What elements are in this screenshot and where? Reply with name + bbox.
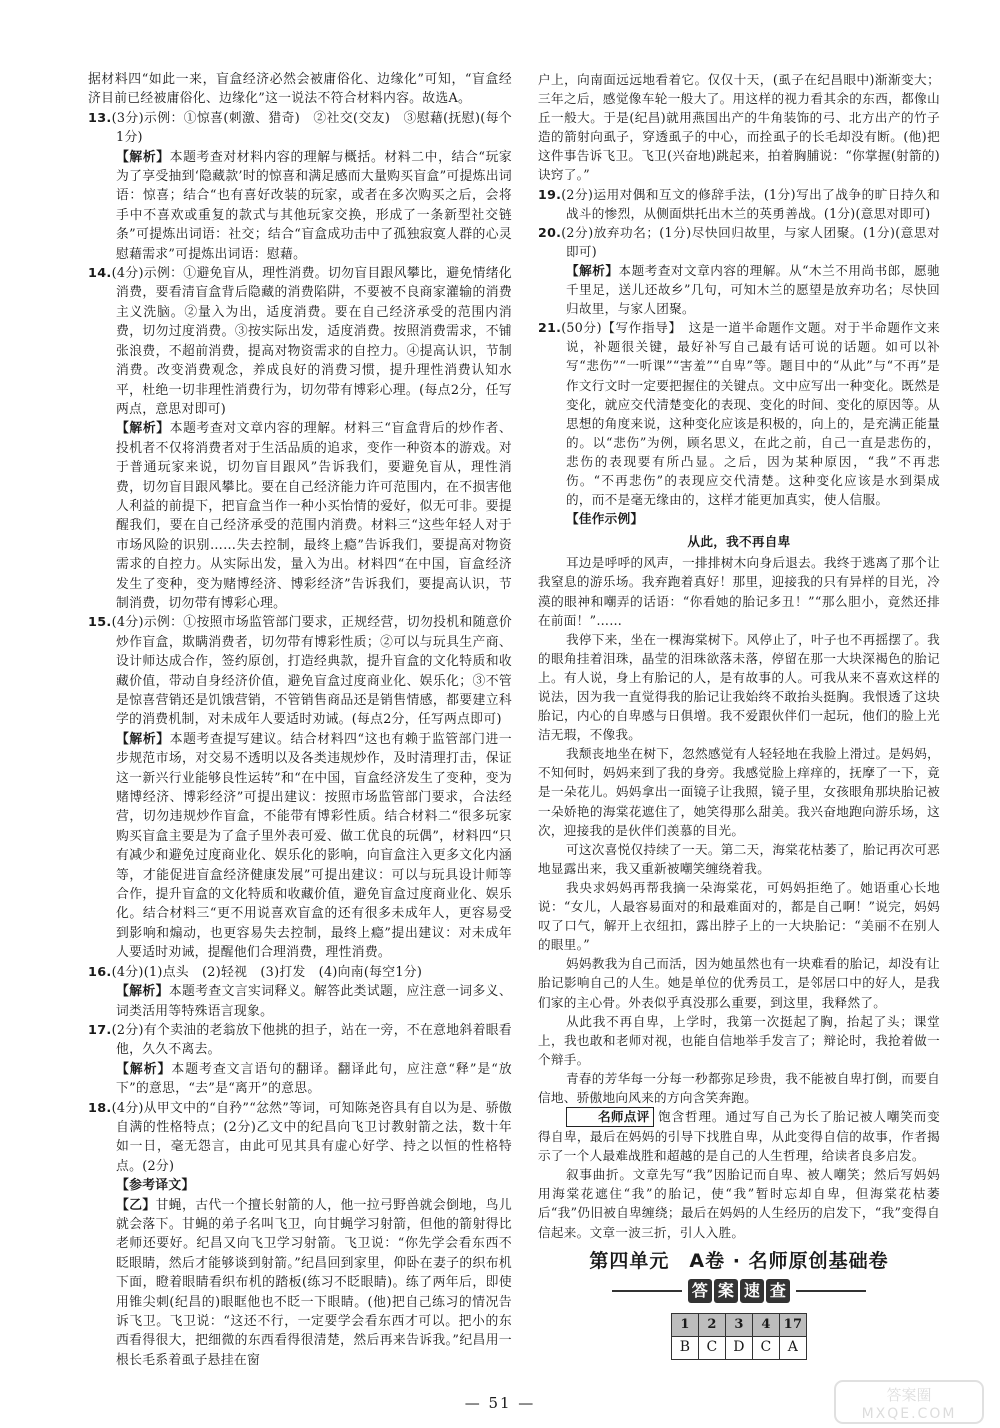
essay-title: 从此，我不再自卑 xyxy=(687,534,791,550)
analysis-tag: 【解析】 xyxy=(116,984,169,1000)
section-tag: 【佳作示例】 xyxy=(566,511,644,527)
analysis-text: 本题考查对材料内容的理解与概括。材料二中，结合“玩家为了享受抽到‘隐藏款’时的惊喜和满足感而大量购买盲盒”可提炼出词语：惊喜；结合“也有喜好改装的玩家，或者在多次购买之后，会将手中不喜欢或重复的款式与其他玩家交换，形成了一条新型社交链条”可提炼出词语：社交；结合“盲盒成功击中了孤独寂寞人群的心灵慰藉需求”可提炼出词语：慰藉。 xyxy=(116,149,513,262)
essay-paragraph: 我央求妈妈再帮我摘一朵海棠花，可妈妈拒绝了。她语重心长地说：“女儿，人最容易面对的和最难面对的，都是自己啊！”说完，妈妈叹了口气，解开上衣纽扣，露出脖子上的一大块胎记：“美丽不在别人的眼里。” xyxy=(538,879,940,953)
question-number: 14. xyxy=(88,266,112,282)
banner-left-rule xyxy=(612,1290,682,1292)
answer-table-header-row xyxy=(672,1313,807,1336)
banner-char: 查 xyxy=(766,1279,790,1303)
analysis-block xyxy=(88,419,512,613)
question-answer-text: (50分)【写作指导】 这是一道半命题作文题。对于半命题作文来说，补题很关键，最好补写自己最有话可说的话题。如可以补写“悲伤”“一听课”“害羞”“自卑”等。题目中的“从此”与“不再”是作文行文时一定要把握住的关键点。文中应写出一种变化。既然是变化，就应交代清楚变化的表现、变化的时间、变化的原因等。从思想的角度来说，这种变化应该是积极的，向上的，是充满正能量的。以“悲伤”为例，顾名思义，在此之前，自己一直是悲伤的，悲伤的表现要有所凸显。之后，因为某种原因，“我”不再悲伤。“不再悲伤”的表现应交代清楚。这种变化应该是水到渠成的，而不是毫无缘由的，这样才能更加真实，使人信服。 xyxy=(561,320,940,508)
page-number: — 51 — xyxy=(464,1394,536,1412)
answer-table-value-row xyxy=(672,1336,807,1359)
analysis-block xyxy=(88,982,512,1021)
banner-right-rule xyxy=(796,1290,866,1292)
question-answer-text: (2分)有个卖油的老翁放下他挑的担子，站在一旁，不在意地斜着眼看他，久久不离去。 xyxy=(111,1022,512,1058)
answer-table-header: 17 xyxy=(780,1313,807,1336)
answer-quick-check-banner xyxy=(538,1279,940,1303)
question-number: 19. xyxy=(538,186,562,202)
answer-table-cell: D xyxy=(726,1336,753,1359)
essay-paragraph: 耳边是呼呼的风声，一排排树木向身后退去。我终于逃离了那个让我窒息的游乐场。我弃跑着真好！那里，迎接我的只有异样的目光，冷漠的眼神和嘲弄的话语：“你看她的胎记多丑！”“那么胆小，竟然还排在前面！”…… xyxy=(538,555,940,628)
banner-label xyxy=(688,1279,790,1303)
question-number: 20. xyxy=(538,224,562,240)
banner-char: 答 xyxy=(688,1279,712,1303)
question-answer xyxy=(88,264,512,419)
analysis-block xyxy=(538,261,940,318)
analysis-tag: 【解析】 xyxy=(116,421,170,437)
question-answer xyxy=(88,1021,512,1060)
analysis-text: 本题考查文言实词释义。解答此类试题，应注意一词多义、词类活用等特殊语言现象。 xyxy=(116,984,512,1019)
essay-paragraph: 妈妈教我为自己而活，因为她虽然也有一块难看的胎记，却没有让胎记影响自己的人生。她是单位的优秀员工，是邻居口中的好人，是我们家的主心骨。外表似乎真没那么重要，到这里，我释然了。 xyxy=(538,956,940,1010)
question-number: 16. xyxy=(88,964,112,980)
question-number: 17. xyxy=(88,1022,112,1038)
banner-char: 案 xyxy=(714,1279,738,1303)
answer-table-cell: B xyxy=(672,1336,699,1359)
teacher-comment-tag: 名师点评 xyxy=(566,1107,654,1127)
text-paragraph: 据材料四“如此一来，盲盒经济必然会被庸俗化、边缘化”可知，“盲盒经济目前已经被庸俗化、边缘化”这一说法不符合材料内容。故选A。 xyxy=(88,72,512,107)
answer-table-cell: A xyxy=(780,1336,807,1359)
svg-text:答案圈: 答案圈 xyxy=(886,1386,932,1404)
answer-table-header: 2 xyxy=(699,1313,726,1336)
question-answer-text: (2分)运用对偶和互文的修辞手法，(1分)写出了战争的旷日持久和战斗的惨烈，从侧面烘托出木兰的英勇善战。(1分)(意思对即可) xyxy=(561,186,940,221)
answer-table-cell: C xyxy=(699,1336,726,1359)
answer-table-header: 1 xyxy=(672,1313,699,1336)
analysis-tag: 【解析】 xyxy=(116,149,170,165)
analysis-text: 本题考查提写建议。结合材料四“这也有赖于监管部门进一步规范市场，对交易不透明以及各类违规炒作，及时清理打击，保证这一新兴行业能够良性运转”和“在中国，盲盒经济发生了变种，变为赌博经济、博彩经济”可提出建议：按照市场监管部门要求，合法经营，切勿违规炒作盲盒，不能带有博彩性质。结合材料二“很多玩家购买盲盒主要是为了盒子里外表可爱、做工优良的玩偶”，材料四“只有减少和避免过度商业化、娱乐化的影响，向盲盒注入更多文化内涵等，才能促进盲盒经济健康发展”可提出建议：可以与玩具设计师等合作，提升盲盒的文化特质和收藏价值，避免盲盒过度商业化、娱乐化。结合材料三“更不用说喜欢盲盒的还有很多未成年人，更容易受到影响和煽动，也更容易失去控制，最终上瘾”提出建议：对未成年人要适时劝诫，提醒他们合理消费，理性消费。 xyxy=(116,731,513,961)
essay-paragraph: 叙事曲折。文章先写“我”因胎记而自卑、被人嘲笑；然后写妈妈用海棠花遮住“我”的胎记，使“我”暂时忘却自卑，但海棠花枯萎后“我”仍旧被自卑缠绕；最后在妈妈的人生经历的启发下，“我”变得自信起来。文章一波三折，引人入胜。 xyxy=(538,1167,940,1240)
answer-table xyxy=(671,1313,807,1360)
answer-table-header: 3 xyxy=(726,1313,753,1336)
analysis-text: 本题考查文言语句的翻译。翻译此句，应注意“释”是“放下”的意思，“去”是“离开”的意思。 xyxy=(116,1061,512,1097)
question-answer xyxy=(88,109,512,148)
svg-text:MXQE.COM: MXQE.COM xyxy=(861,1406,957,1422)
question-answer-text: (4分)从甲文中的“自矜”“忿然”等词，可知陈尧咨具有自以为是、骄傲自满的性格特点；(2分)乙文中的纪昌向飞卫讨教射箭之法，数十年如一日，毫无怨言，由此可见其具有虚心好学、持之以恒的性格特点。(2分) xyxy=(111,1100,512,1174)
analysis-tag: 【解析】 xyxy=(566,262,619,278)
analysis-text: 本题考查对文章内容的理解。材料三“盲盒背后的炒作者、投机者不仅将消费者对于生活品质的追求，变作一种资本的游戏。对于普通玩家来说，切勿盲目跟风”告诉我们，要避免盲从，理性消费，切勿盲目跟风攀比。要在自己经济能力许可范围内，在不损害他人利益的前提下，把盲盒当作一种小买怡情的爱好，似无可非。要提醒我们，要在自己经济承受的范围内消费。材料三“这些年轻人对于市场风险的识别……失去控制，最终上瘾”告诉我们，要提高对物资需求的自控力。从实际出发，量入为出。材料四“在中国，盲盒经济发生了变种，变为赌博经济、博彩经济”告诉我们，要提高认识，节制消费，切勿带有博彩心理。 xyxy=(116,421,513,611)
question-answer-text: (3分)示例：①惊喜(刺激、猎奇) ②社交(交友) ③慰藉(抚慰)(每个1分) xyxy=(111,110,512,146)
banner-char: 速 xyxy=(740,1279,764,1303)
question-number: 21. xyxy=(538,320,562,336)
answer-table-header: 4 xyxy=(753,1313,780,1336)
teacher-comment xyxy=(538,1107,940,1165)
analysis-tag: 【解析】 xyxy=(116,731,170,747)
watermark-logo xyxy=(834,1380,984,1424)
analysis-tag: 【乙】 xyxy=(116,1197,156,1213)
question-answer-text: (2分)放弃功名；(1分)尽快回归故里，与家人团聚。(1分)(意思对即可) xyxy=(561,224,940,259)
question-number: 13. xyxy=(88,110,112,126)
question-answer-text: (4分)(1)点头 (2)轻视 (3)打发 (4)向南(每空1分) xyxy=(111,964,423,980)
analysis-text: 甘蝇，古代一个擅长射箭的人，他一拉弓野兽就会倒地，鸟儿就会落下。甘蝇的弟子名叫飞卫，向甘蝇学习射箭，但他的箭射得比老师还要好。纪昌又向飞卫学习射箭。飞卫说：“你先学会看东西不眨眼睛，然后才能够谈到射箭。”纪昌回到家里，仰卧在妻子的织布机下面，瞪着眼睛看织布机的踏板(练习不眨眼睛)。练了两年后，即使用锥尖刺(纪昌的)眼眶他也不眨一下眼睛。(他)把自己练习的情况告诉飞卫。飞卫说：“这还不行，一定要学会看东西才可以。把小的东西看得很大，把细微的东西看得很清楚，然后再来告诉我。”纪昌用一根长毛系着虱子悬挂在窗 xyxy=(116,1197,512,1368)
question-number: 18. xyxy=(88,1100,112,1116)
question-number: 15. xyxy=(88,615,112,631)
analysis-block xyxy=(88,1060,512,1099)
left-column xyxy=(88,70,512,1370)
answer-table-cell: C xyxy=(753,1336,780,1359)
essay-paragraph: 我颓丧地坐在树下，忽然感觉有人轻轻地在我脸上滑过。是妈妈，不知何时，妈妈来到了我的身旁。我感觉脸上痒痒的，抚摩了一下，竟是一朵花儿。妈妈拿出一面镜子让我照，镜子里，女孩眼角那块胎记被一朵娇艳的海棠花遮住了，她笑得那么甜美。我兴奋地跑向游乐场，这次，迎接我的是伙伴们羡慕的目光。 xyxy=(538,746,940,838)
section-tag: 【参考译文】 xyxy=(116,1178,195,1194)
right-column xyxy=(538,70,940,1360)
question-answer xyxy=(88,963,512,982)
analysis-block xyxy=(88,1196,512,1371)
text-paragraph: 户上，向南面远远地看着它。仅仅十天，(虱子在纪昌眼中)渐渐变大；三年之后，感觉像车轮一般大了。用这样的视力看其余的东西，都像山丘一般大。于是(纪昌)就用燕国出产的牛角装饰的弓、北方出产的竹子造的箭射向虱子，穿透虱子的中心，而拴虱子的长毛却没有断。(他)把这件事告诉飞卫。飞卫(兴奋地)跳起来，拍着胸脯说：“你掌握(射箭的)诀窍了。” xyxy=(538,72,940,183)
question-answer-text: (4分)示例：①避免盲从，理性消费。切勿盲目跟风攀比，避免情绪化消费，要看清盲盒背后隐藏的消费陷阱，不要被不良商家灌输的消费主义洗脑。②量入为出，适度消费。要在自己经济承受的范围内消费，切勿过度消费。③按实际出发，适度消费。按照消费需求，不铺张浪费，不超前消费，提高对物资需求的自控力。④提高认识，节制消费。改变消费观念，养成良好的消费习惯，提升理性消费认知水平，杜绝一切非理性消费行为，切勿带有博彩心理。(每点2分，任写两点，意思对即可) xyxy=(111,266,512,417)
unit-heading: 第四单元 A卷 · 名师原创基础卷 xyxy=(589,1249,889,1272)
question-answer xyxy=(538,185,940,223)
essay-paragraph: 可这次喜悦仅持续了一天。第二天，海棠花枯萎了，胎记再次可恶地显露出来，我又重新被嘲笑缠绕着我。 xyxy=(538,841,940,876)
question-answer xyxy=(88,613,512,729)
question-answer-text: (4分)示例：①按照市场监管部门要求，正规经营，切勿投机和随意价炒作盲盒，欺瞒消费者，切勿带有博彩性质；②可以与玩具生产商、设计师达成合作，签约原创，打造经典款，提升盲盒的文化特质和收藏价值，带动自身经济价值，避免盲盒过度商业化、娱乐化；③不管是惊喜营销还是饥饿营销，不管销售商品还是销售情感，都要建立科学的消费机制，对未成年人要适时劝诫。(每点2分，任写两点即可) xyxy=(111,615,512,728)
analysis-tag: 【解析】 xyxy=(116,1061,172,1077)
question-answer xyxy=(538,223,940,261)
question-answer xyxy=(88,1099,512,1177)
essay-paragraph: 我停下来，坐在一棵海棠树下。风停止了，叶子也不再摇摆了。我的眼角挂着泪珠，晶莹的泪珠欲落未落，停留在那一大块深褐色的胎记上。有人说，身上有胎记的人，是有故事的人。可我从来不喜欢这样的说法，因为我一直觉得我的胎记让我始终不敢抬头挺胸。我恨透了这块胎记，内心的自卑感与日俱增。我不爱跟伙伴们一起玩，他们的脸上光洁无瑕，不像我。 xyxy=(538,631,940,743)
right-column-flow xyxy=(538,70,940,1242)
analysis-text: 本题考查对文章内容的理解。从“木兰不用尚书郎，愿驰千里足，送儿还故乡”几句，可知木兰的愿望是放弃功名；尽快回归故里，与家人团聚。 xyxy=(566,262,940,317)
analysis-block xyxy=(88,148,512,264)
teacher-comment-text: 饱含哲理。通过写自己为长了胎记被人嘲笑而变得自卑，最后在妈妈的引导下找胜自卑，从此变得自信的故事，作者揭示了一个人最难战胜和超越的是自己的人生哲理，给读者良多启发。 xyxy=(538,1109,940,1164)
analysis-block xyxy=(88,730,512,963)
question-answer xyxy=(538,318,940,509)
essay-paragraph: 从此我不再自卑，上学时，我第一次挺起了胸，抬起了头；课堂上，我也敢和老师对视，也能自信地举手发言了；辩论时，我抢着做一个辩手。 xyxy=(538,1013,940,1067)
essay-paragraph: 青春的芳华每一分每一秒都弥足珍贵，我不能被自卑打倒，而要自信地、骄傲地向风来的方向含笑奔跑。 xyxy=(538,1070,940,1105)
